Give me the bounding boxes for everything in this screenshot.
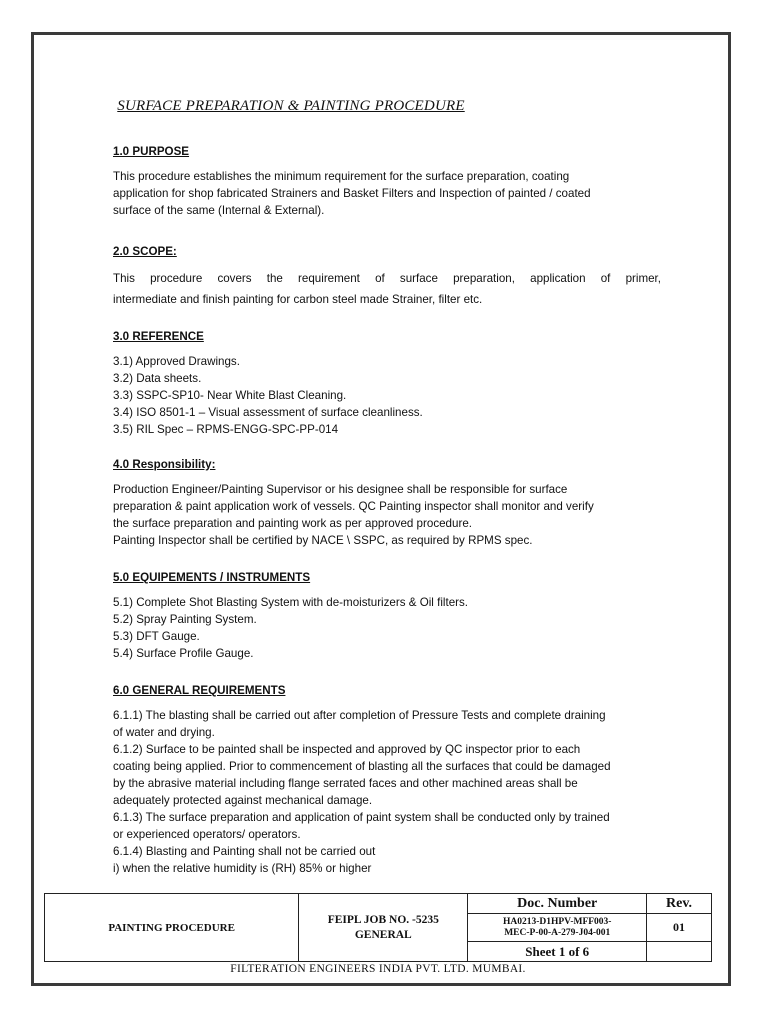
general-line: coating being applied. Prior to commencement of blasting all the surfaces that could be damaged xyxy=(113,760,611,773)
section-equipments xyxy=(113,570,661,662)
section-heading-purpose: 1.0 PURPOSE xyxy=(113,145,190,158)
footer-empty-cell xyxy=(647,942,712,962)
section-heading-scope: 2.0 SCOPE: xyxy=(113,245,177,258)
reference-item: 3.2) Data sheets. xyxy=(113,372,202,385)
scope-line: intermediate and finish painting for carbon steel made Strainer, filter etc. xyxy=(113,293,483,306)
footer-sheet-number: Sheet 1 of 6 xyxy=(468,942,647,962)
responsibility-paragraph xyxy=(113,481,661,549)
section-purpose xyxy=(113,144,661,219)
general-line: i) when the relative humidity is (RH) 85% or higher xyxy=(113,862,372,875)
reference-item: 3.3) SSPC-SP10- Near White Blast Cleaning. xyxy=(113,389,347,402)
footer-job-line: GENERAL xyxy=(354,928,412,941)
reference-item: 3.4) ISO 8501-1 – Visual assessment of surface cleanliness. xyxy=(113,406,423,419)
responsibility-line: Production Engineer/Painting Supervisor or his designee shall be responsible for surface xyxy=(113,483,568,496)
equipments-list xyxy=(113,594,661,662)
general-line: 6.1.3) The surface preparation and application of paint system shall be conducted only by trained xyxy=(113,811,610,824)
general-line: or experienced operators/ operators. xyxy=(113,828,301,841)
reference-item: 3.1) Approved Drawings. xyxy=(113,355,240,368)
section-heading-equipments: 5.0 EQUIPEMENTS / INSTRUMENTS xyxy=(113,571,311,584)
section-responsibility xyxy=(113,457,661,549)
responsibility-line: the surface preparation and painting work as per approved procedure. xyxy=(113,517,472,530)
equipment-item: 5.2) Spray Painting System. xyxy=(113,613,257,626)
section-heading-general: 6.0 GENERAL REQUIREMENTS xyxy=(113,684,286,697)
equipment-item: 5.1) Complete Shot Blasting System with de-moisturizers & Oil filters. xyxy=(113,596,469,609)
responsibility-line: Painting Inspector shall be certified by NACE \ SSPC, as required by RPMS spec. xyxy=(113,534,533,547)
reference-list xyxy=(113,353,661,438)
footer-doc-number-label: Doc. Number xyxy=(468,894,647,914)
equipment-item: 5.3) DFT Gauge. xyxy=(113,630,200,643)
section-scope xyxy=(113,244,661,310)
general-line: adequately protected against mechanical damage. xyxy=(113,794,373,807)
section-heading-responsibility: 4.0 Responsibility: xyxy=(113,458,216,471)
general-line: 6.1.1) The blasting shall be carried out after completion of Pressure Tests and complete draining xyxy=(113,709,606,722)
footer-rev-value: 01 xyxy=(647,914,712,942)
equipment-item: 5.4) Surface Profile Gauge. xyxy=(113,647,254,660)
footer-company-name: FILTERATION ENGINEERS INDIA PVT. LTD. MUMBAI. xyxy=(230,963,526,975)
purpose-paragraph xyxy=(113,168,661,219)
general-line: by the abrasive material including flange serrated faces and other machined areas shall be xyxy=(113,777,578,790)
scope-line: This procedure covers the requirement of surface preparation, application of primer, xyxy=(113,272,661,285)
section-reference xyxy=(113,329,661,438)
footer-doc-number xyxy=(468,914,647,942)
purpose-line: application for shop fabricated Strainers and Basket Filters and Inspection of painted / coated xyxy=(113,187,591,200)
footer-job-number xyxy=(299,894,468,962)
footer-rev-label: Rev. xyxy=(647,894,712,914)
general-requirements-paragraph xyxy=(113,707,661,877)
section-general-requirements xyxy=(113,683,661,877)
purpose-line: surface of the same (Internal & External). xyxy=(113,204,325,217)
document-title: SURFACE PREPARATION & PAINTING PROCEDURE xyxy=(117,98,465,114)
section-heading-reference: 3.0 REFERENCE xyxy=(113,330,204,343)
footer-doc-number-line: MEC-P-00-A-279-J04-001 xyxy=(504,927,611,938)
responsibility-line: preparation & paint application work of vessels. QC Painting inspector shall monitor and verify xyxy=(113,500,594,513)
scope-paragraph xyxy=(113,268,661,310)
purpose-line: This procedure establishes the minimum requirement for the surface preparation, coating xyxy=(113,170,570,183)
general-line: 6.1.2) Surface to be painted shall be inspected and approved by QC inspector prior to each xyxy=(113,743,581,756)
general-line: 6.1.4) Blasting and Painting shall not be carried out xyxy=(113,845,376,858)
footer-job-line: FEIPL JOB NO. -5235 xyxy=(327,913,439,926)
general-line: of water and drying. xyxy=(113,726,215,739)
footer-procedure-label: PAINTING PROCEDURE xyxy=(45,894,299,962)
footer-title-block xyxy=(44,893,712,962)
footer-doc-number-line: HA0213-D1HPV-MFF003- xyxy=(502,916,612,927)
reference-item: 3.5) RIL Spec – RPMS-ENGG-SPC-PP-014 xyxy=(113,423,339,436)
